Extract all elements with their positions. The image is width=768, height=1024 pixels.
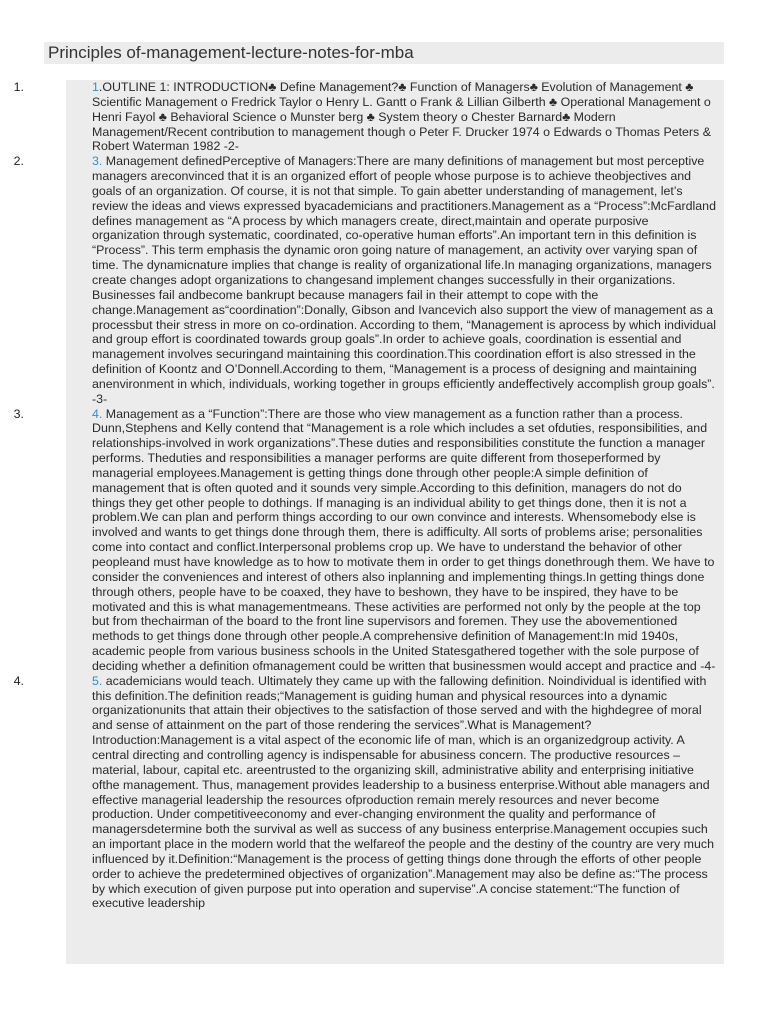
list-item	[13, 673, 724, 912]
list-item-text: Management definedPerceptive of Managers:There are many definitions of management but most perceptive managers areconvinced that it is an organized effort of people whose purpose is to achieve theobjectives and goals of an organization. Of course, it is not that simple. To gain abetter understanding of management, let’s review the ideas and views expressed byacademicians and practitioners.Management as a “Process”:McFardland defines management as “A process by which managers create, direct,maintain and operate purposive organization through systematic, coordinated, co-operative human efforts”.An important tern in this definition is “Process”. This term emphasis the dynamic oron going nature of management, an activity over varying span of time. The dynamicnature implies that change is reality of organizational life.In managing organizations, managers create changes adopt organizations to changesand implement changes successfully in their organizations. Businesses fail andbecome bankrupt because managers fail in their attempt to cope with the change.Management as“coordination”:Donally, Gibson and Ivancevich also support the view of management as a processbut their stress in more on co-ordination. According to them, “Management is aprocess by which individual and group effort is coordinated towards group goals”.In order to achieve goals, coordination is essential and management involves securingand maintaining this coordination.This coordination effort is also stressed in the definition of Koontz and O’Donnell.According to them, “Management is a process of designing and maintaining anenvironment in which, individuals, working together in groups efficiently andeffectively accomplish group goals”. -3-	[92, 154, 716, 406]
list-item	[13, 80, 724, 154]
list-item-text: Management as a “Function”:There are those who view management as a function rather than a process. Dunn,Stephens and Kelly contend that “Management is a role which includes a set ofduties, responsibilities, and relationships-involved in work organizations”.These duties and responsibilities constitute the function a manager performs. Theduties and responsibilities a manager performs are quite different from thoseperformed by managerial employees.Management is getting things done through other people:A simple definition of management that is often quoted and it sounds very simple.According to this definition, managers do not do things they get other people to dothings. If managing is an individual ability to get things done, then it is not a problem.We can plan and perform things according to our own convince and interests. Whensomebody else is involved and wants to get things done through them, there is adifficulty. All sorts of problems arise; personalities come into contact and conflict.Interpersonal problems crop up. We have to understand the behavior of other peopleand must have knowledge as to how to motivate them in order to get things donethrough them. We have to consider the conveniences and interest of others also inplanning and implementing things.In getting things done through others, people have to be coaxed, they have to beshown, they have to be inspired, they have to be motivated and this is what managementmeans. These activities are performed not only by the people at the top but from thechairman of the board to the front line supervisors and foremen. They use the abovementioned methods to get things done through other people.A comprehensive definition of Management:In mid 1940s, academic people from various business schools in the United Statesgathered together with the sole purpose of deciding whether a definition ofmanagement could be written that businessmen would accept and practice and -4-	[92, 406, 716, 673]
list-item-number: 2 .	[4, 154, 24, 169]
document-content	[13, 80, 724, 964]
list-item-number: 4 .	[4, 674, 24, 689]
list-item	[13, 154, 724, 406]
page-link[interactable]: 4.	[92, 406, 103, 421]
page-link[interactable]: 5.	[92, 673, 103, 688]
outline-list	[13, 80, 724, 911]
list-item-number: 1 .	[4, 80, 24, 95]
document-title: Principles of-management-lecture-notes-for-mba	[44, 42, 724, 64]
list-item-text: academicians would teach. Ultimately they came up with the fallowing definition. Noindividual is identified with this definition.The definition reads;“Management is guiding human and physical resources into a dynamic organizationunits that attain their objectives to the satisfaction of those served and with the highdegree of moral and sense of attainment on the part of those rendering the services”.What is Management?Introduction:Management is a vital aspect of the economic life of man, which is an organizedgroup activity. A central directing and controlling agency is indispensable for abusiness concern. The productive resources – material, labour, capital etc. areentrusted to the organizing skill, administrative ability and enterprising initiative ofthe management. Thus, management provides leadership to a business enterprise.Without able managers and effective managerial leadership the resources ofproduction remain merely resources and never become production. Under competitiveeconomy and ever-changing environment the quality and performance of managersdetermine both the survival as well as success of any business enterprise.Management occupies such an important place in the modern world that the welfareof the people and the destiny of the country are very much influenced by it.Definition:“Management is the process of getting things done through the efforts of other people order to achieve the predetermined objectives of organization”.Management may also be define as:“The process by which execution of given purpose put into operation and supervise”.A concise statement:“The function of executive leadership	[92, 673, 714, 911]
page-link[interactable]: 3.	[92, 154, 103, 169]
list-item	[13, 406, 724, 674]
list-item-number: 3 .	[4, 407, 24, 422]
page-link[interactable]: 1	[92, 80, 99, 94]
list-item-text: .OUTLINE 1: INTRODUCTION♣ Define Management?♣ Function of Managers♣ Evolution of Management ♣ Scientific Management o Fredrick Taylor o Henry L. Gantt o Frank & Lillian Gilberth ♣ Operational Management o Henri Fayol ♣ Behavioral Science o Munster berg ♣ System theory o Chester Barnard♣ Modern Management/Recent contribution to management though o Peter F. Drucker 1974 o Edwards o Thomas Peters & Robert Waterman 1982 -2-	[92, 80, 711, 154]
